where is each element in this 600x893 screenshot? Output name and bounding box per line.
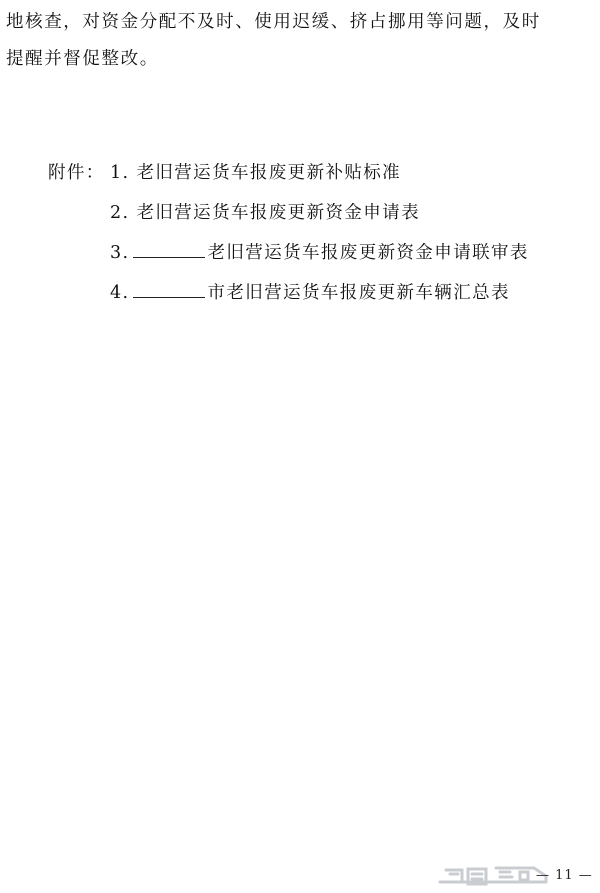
attachment-item-1	[110, 156, 401, 190]
attachment-item-3	[110, 236, 529, 270]
body-line-1: 地核查，对资金分配不及时、使用迟缓、挤占挪用等问题，及时	[6, 12, 541, 32]
attachment-number: 1.	[110, 163, 130, 183]
attachment-number: 4.	[110, 283, 130, 303]
fill-in-blank	[133, 237, 205, 258]
truck-logo-icon	[440, 868, 546, 884]
attachment-title: 老旧营运货车报废更新资金申请表	[136, 203, 420, 223]
attachment-title: 老旧营运货车报废更新资金申请联审表	[207, 243, 529, 263]
body-line-2: 提醒并督促整改。	[6, 49, 159, 69]
body-paragraph	[6, 4, 594, 78]
attachment-number: 2.	[110, 203, 130, 223]
attachment-item-4	[110, 276, 510, 310]
fill-in-blank	[133, 277, 205, 298]
attachment-item-2	[110, 196, 420, 230]
attachment-title: 市老旧营运货车报废更新车辆汇总表	[207, 283, 510, 303]
attachment-title: 老旧营运货车报废更新补贴标准	[136, 163, 402, 183]
attachment-number: 3.	[110, 243, 130, 263]
page-number: — 11 —	[536, 868, 593, 883]
attachments-label: 附件：	[48, 163, 105, 183]
